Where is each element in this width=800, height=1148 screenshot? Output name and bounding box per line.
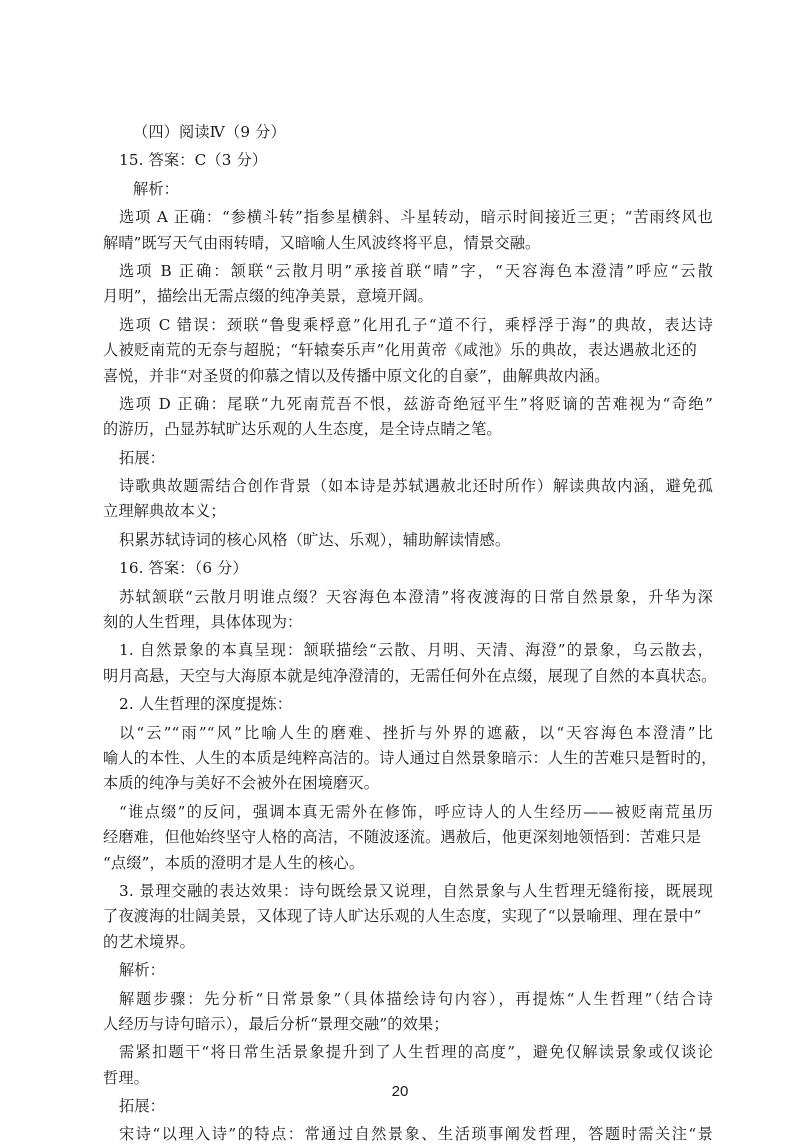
song-poetry-line: 宋诗“以理入诗”的特点：常通过自然景象、生活琐事阐发哲理，答题时需关注“景 [119, 1125, 713, 1144]
point-2-para-2-line-2: 经磨难，但他始终坚守人格的高洁，不随波逐流。遇赦后，他更深刻地领悟到：苦难只是 [103, 828, 702, 847]
point-3-line-1: 3. 景理交融的表达效果：诗句既绘景又说理，自然景象与人生哲理无缝衔接，既展现 [119, 881, 713, 900]
option-b-line-2: 月明”，描绘出无需点缀的纯净美景，意境开阔。 [103, 287, 434, 306]
option-d-line-1: 选项 D 正确：尾联“九死南荒吾不恨，兹游奇绝冠平生”将贬谪的苦难视为“奇绝” [119, 394, 713, 413]
answer-16-intro-line-1: 苏轼颔联“云散月明谁点缀？天容海色本澄清”将夜渡海的日常自然景象，升华为深 [119, 587, 713, 606]
requirement-line-2: 哲理。 [103, 1068, 150, 1087]
answer-16-intro-line-2: 刻的人生哲理，具体体现为： [103, 613, 303, 632]
point-2-heading: 2. 人生哲理的深度提炼： [119, 695, 293, 714]
analysis-label: 解析： [133, 179, 180, 198]
point-3-line-2: 了夜渡海的壮阔美景，又体现了诗人旷达乐观的人生态度，实现了“以景喻理、理在景中” [103, 907, 702, 926]
option-c-line-3: 喜悦，并非“对圣贤的仰慕之情以及传播中原文化的自豪”，曲解典故内涵。 [103, 366, 610, 385]
extension-line-2: 立理解典故本义； [103, 502, 226, 521]
point-2-para-2-line-1: “谁点缀”的反问，强调本真无需外在修饰，呼应诗人的人生经历——被贬南荒虽历 [119, 802, 713, 821]
point-1-line-2: 明月高悬，天空与大海原本就是纯净澄清的，无需任何外在点缀，展现了自然的本真状态。 [103, 666, 717, 685]
option-c-line-1: 选项 C 错误：颈联“鲁叟乘桴意”化用孔子“道不行，乘桴浮于海”的典故，表达诗 [119, 315, 713, 334]
answer-16-heading: 16. 答案：（6 分） [119, 559, 248, 578]
extension-16-label: 拓展： [119, 1097, 166, 1116]
page-number: 20 [391, 1083, 409, 1100]
requirement-line-1: 需紧扣题干“将日常生活景象提升到了人生哲理的高度”，避免仅解读景象或仅谈论 [119, 1043, 713, 1062]
section-heading: （四）阅读Ⅳ（9 分） [133, 123, 286, 141]
extension-line-3: 积累苏轼诗词的核心风格（旷达、乐观），辅助解读情感。 [119, 530, 511, 549]
document-body [103, 120, 717, 1148]
extension-label: 拓展： [119, 448, 166, 467]
option-a-line-2: 解晴”既写天气由雨转晴，又暗喻人生风波终将平息，情景交融。 [103, 233, 541, 252]
point-2-para-1-line-1: 以“云”“雨”“风”比喻人生的磨难、挫折与外界的遮蔽，以“天容海色本澄清”比 [119, 723, 713, 742]
option-d-line-2: 的游历，凸显苏轼旷达乐观的人生态度，是全诗点睛之笔。 [103, 420, 502, 439]
point-1-line-1: 1. 自然景象的本真呈现：颔联描绘“云散、月明、天清、海澄”的景象，乌云散去， [119, 641, 713, 660]
analysis-16-label: 解析： [119, 961, 166, 980]
option-b-line-1: 选项 B 正确：颔联“云散月明”承接首联“晴”字，“天容海色本澄清”呼应“云散 [119, 261, 713, 280]
option-c-line-2: 人被贬南荒的无奈与超脱；“轩辕奏乐声”化用黄帝《咸池》乐的典故，表达遇赦北还的 [103, 341, 697, 360]
steps-line-1: 解题步骤：先分析“日常景象”（具体描绘诗句内容），再提炼“人生哲理”（结合诗 [119, 989, 713, 1008]
steps-line-2: 人经历与诗句暗示），最后分析“景理交融”的效果； [103, 1014, 449, 1033]
point-2-para-1-line-2: 喻人的本性、人生的本质是纯粹高洁的。诗人通过自然景象暗示：人生的苦难只是暂时的， [103, 748, 717, 767]
option-a-line-1: 选项 A 正确：“参横斗转”指参星横斜、斗星转动，暗示时间接近三更；“苦雨终风也 [119, 208, 713, 227]
point-2-para-2-line-3: “点缀”，本质的澄明才是人生的核心。 [103, 853, 365, 872]
answer-15-heading: 15. 答案：C（3 分） [119, 151, 268, 170]
point-3-line-3: 的艺术境界。 [103, 932, 196, 951]
point-2-para-1-line-3: 本质的纯净与美好不会被外在困境磨灭。 [103, 774, 380, 793]
extension-line-1: 诗歌典故题需结合创作背景（如本诗是苏轼遇赦北还时所作）解读典故内涵，避免孤 [119, 477, 713, 496]
